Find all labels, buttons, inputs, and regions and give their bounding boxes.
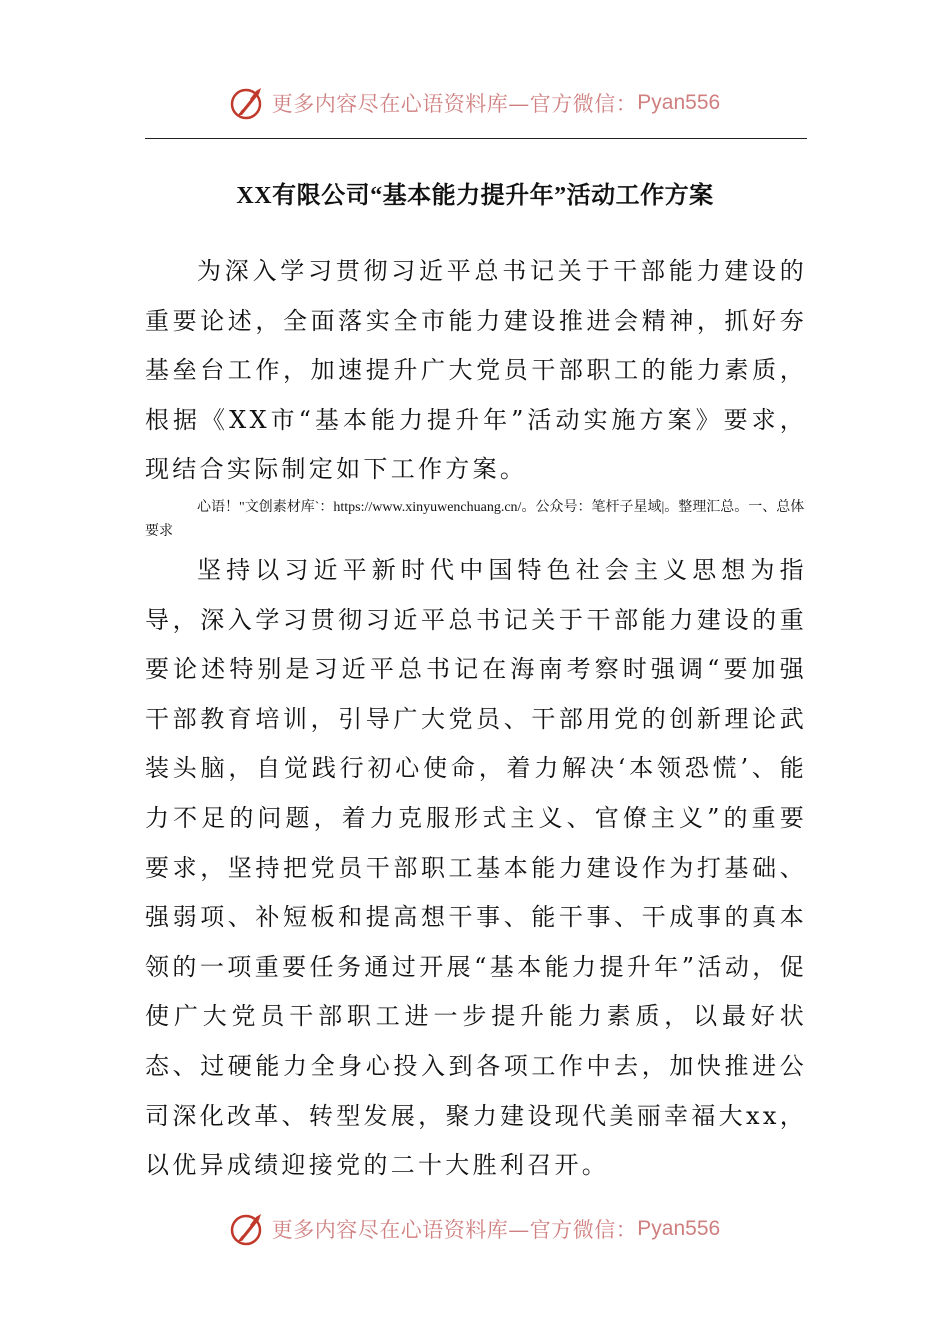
watermark-handle: Pyan556 [637,1217,721,1240]
document-title: XX有限公司“基本能力提升年”活动工作方案 [236,183,714,209]
general-requirements-paragraph: 坚持以习近平新时代中国特色社会主义思想为指导，深入学习贯彻习近平总书记关于干部能力建设的重要论述特别是习近平总书记在海南考察时强调“要加强干部教育培训，引导广大党员、干部用党的创新理论武装头脑，自觉践行初心使命，着力解决‘本领恐慌’、能力不足的问题，着力克服形式主义、官僚主义”的重要要求，坚持把党员干部职工基本能力建设作为打基础、强弱项、补短板和提高想干事、能干事、干成事的真本领的一项重要任务通过开展“基本能力提升年”活动，促使广大党员干部职工进一步提升能力素质，以最好状态、过硬能力全身心投入到各项工作中去，加快推进公司深化改革、转型发展，聚力建设现代美丽幸福大xx，以优异成绩迎接党的二十大胜利召开。 [145,556,807,1180]
watermark-handle: Pyan556 [637,91,721,114]
watermark-header [0,78,950,128]
watermark-text: 更多内容尽在心语资料库—官方微信： [271,92,638,116]
intro-paragraph: 为深入学习贯彻习近平总书记关于干部能力建设的重要论述，全面落实全市能力建设推进会精神，抓好夯基垒台工作，加速提升广大党员干部职工的能力素质，根据《XX市“基本能力提升年”活动实施方案》要求，现结合实际制定如下工作方案。 [145,257,807,484]
source-note: 心语！"文创素材库`：https://www.xinyuwenchuang.cn/。公众号：笔杆子星域|。整理汇总。一、总体要求 [145,500,805,539]
header-divider [145,138,807,139]
quill-pen-logo-icon [230,1211,266,1247]
watermark-text: 更多内容尽在心语资料库—官方微信： [271,1218,638,1242]
quill-pen-logo-icon [230,85,266,121]
watermark-footer [0,1204,950,1254]
